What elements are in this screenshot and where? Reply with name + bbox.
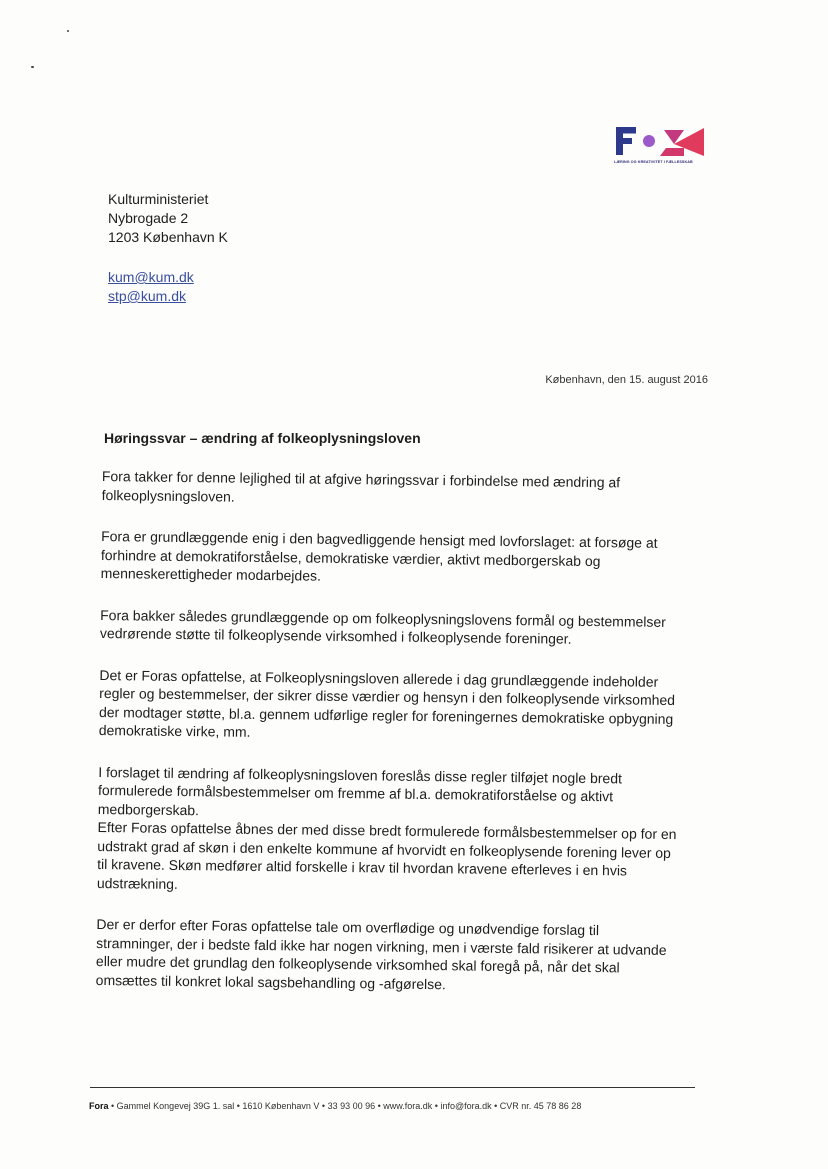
- body-paragraph: I forslaget til ændring af folkeoplysningsloven foreslås disse regler tilføjet nogle bredt formulerede formålsbestemmelser om fremme af bl.a. demokratiforståelse og aktivt medborgerskab.: [97, 763, 623, 818]
- email-link[interactable]: kum@kum.dk: [108, 269, 194, 285]
- letter-subject: Høringssvar – ændring af folkeoplysningsloven: [104, 430, 421, 446]
- footer-details: • Gammel Kongevej 39G 1. sal • 1610 København V • 33 93 00 96 • www.fora.dk • info@fora.dk • CVR nr. 45 78 86 28: [108, 1101, 582, 1111]
- scan-speck: [67, 30, 69, 32]
- letterhead-footer: [89, 1101, 699, 1111]
- fora-logo-mark-icon: [614, 126, 709, 160]
- logo-tagline: LÆRING OG KREATIVITET I FÆLLESSKAB: [614, 159, 693, 164]
- letter-body: [95, 467, 682, 1019]
- body-paragraph: Fora bakker således grundlæggende op om folkeoplysningslovens formål og bestemmelser vedrørende støtte til folkeoplysende virksomhed i folkeoplysende foreninger.: [99, 606, 667, 647]
- body-paragraph: Der er derfor efter Foras opfattelse tale om overflødige og unødvendige forslag til stramninger, der i bedste fald ikke har nogen virkning, men i værste fald risikerer at udvande eller mudre det grundlag den folkeoplysende virksomhed skal foregå på, når det skal omsættes til konkret lokal sagsbehandling og -afgørelse.: [95, 915, 667, 992]
- recipient-city: 1203 København K: [108, 229, 228, 245]
- footer-org: Fora: [89, 1101, 109, 1111]
- recipient-emails: [108, 268, 194, 306]
- footer-divider: [90, 1087, 695, 1088]
- body-paragraph: Fora er grundlæggende enig i den bagvedliggende hensigt med lovforslaget: at forsøge at forhindre at demokratiforståelse, demokratiske værdier, aktivt medborgerskab og menneskerettigheder modarbejdes.: [100, 527, 658, 584]
- fora-logo: [614, 126, 709, 166]
- email-link[interactable]: stp@kum.dk: [108, 288, 187, 304]
- recipient-name: Kulturministeriet: [108, 191, 209, 207]
- recipient-street: Nybrogade 2: [108, 210, 189, 226]
- body-paragraph: Det er Foras opfattelse, at Folkeoplysningsloven allerede i dag grundlæggende indeholder regler og bestemmelser, der sikrer disse værdier og hensyn i den folkeoplysende virksomhed der modtager støtte, bl.a. gennem udførlige regler for foreningernes demokratiske opbygning demokratiske virke, mm.: [98, 666, 676, 740]
- recipient-address: [108, 190, 228, 247]
- letter-date: København, den 15. august 2016: [545, 374, 708, 386]
- body-paragraph: Fora takker for denne lejlighed til at afgive høringssvar i forbindelse med ændring af folkeoplysningsloven.: [101, 467, 621, 505]
- body-paragraph: Efter Foras opfattelse åbnes der med disse bredt formulerede formålsbestemmelser op for en udstrakt grad af skøn i den enkelte kommune af hvorvidt en folkeoplysende forening lever op til kravene. Skøn medfører altid forskelle i krav til hvordan kravene efterleves i en hvis udstrækning.: [96, 818, 677, 892]
- scan-speck: [31, 66, 34, 68]
